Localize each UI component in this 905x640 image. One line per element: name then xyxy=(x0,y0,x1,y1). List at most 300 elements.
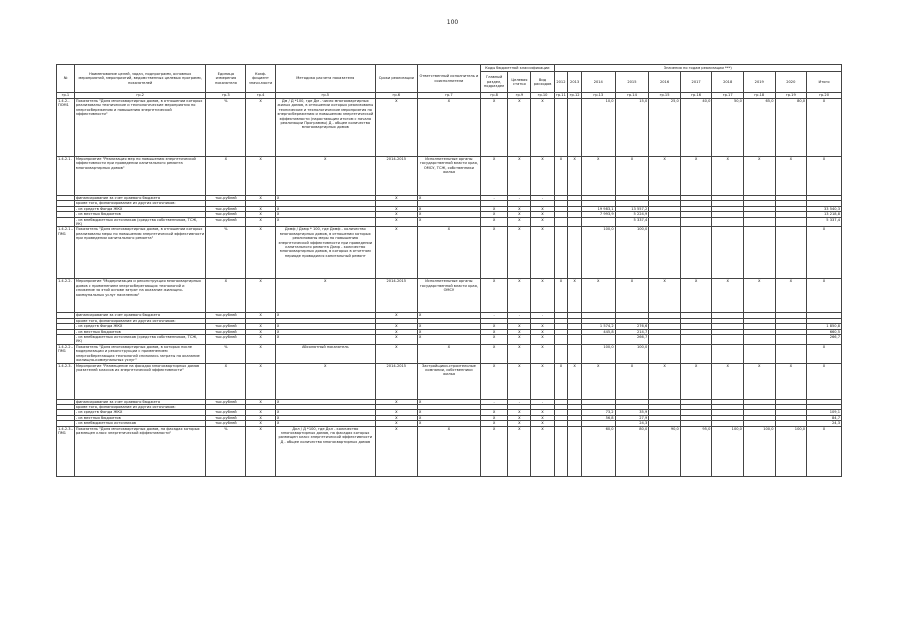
table-cell: X xyxy=(417,212,480,217)
table-cell xyxy=(680,227,712,279)
table-cell: X xyxy=(246,415,275,420)
table-cell: 73,2 xyxy=(581,410,615,415)
table-cell: X xyxy=(743,279,775,313)
table-cell: X xyxy=(615,363,649,399)
table-cell: 2014-2015 xyxy=(375,363,417,399)
table-cell: 100,0 xyxy=(743,426,775,476)
table-cell xyxy=(680,335,712,345)
financing-row xyxy=(57,217,842,227)
table-cell: X xyxy=(417,329,480,334)
table-cell: тыс.рублей xyxy=(206,335,246,345)
table-cell: X xyxy=(417,344,480,363)
table-cell: - из местных бюджетов xyxy=(74,415,206,420)
year-header-2013: 2013 xyxy=(568,72,582,93)
table-cell: X xyxy=(480,157,507,196)
table-cell: X xyxy=(680,363,712,399)
table-cell: 100,0 xyxy=(615,344,649,363)
table-cell: 100,0 xyxy=(712,426,744,476)
table-cell: 1.4.2.2.- ПМ1 xyxy=(57,344,75,363)
table-cell xyxy=(581,335,615,345)
table-cell: X xyxy=(375,99,417,157)
table-cell: X xyxy=(417,206,480,211)
table-cell: X xyxy=(417,313,480,318)
table-cell: Мероприятие "Размещение на фасадах многоквартирных домов указателей классов их энергетической эффективности" xyxy=(74,363,206,399)
table-cell: X xyxy=(581,363,615,399)
table-cell: X xyxy=(246,324,275,329)
table-cell: 445,8 xyxy=(581,329,615,334)
table-cell: X xyxy=(508,157,531,196)
table-cell: 2014-2015 xyxy=(375,279,417,313)
table-cell: 276,6 xyxy=(615,324,649,329)
colnum-cell: гр.10 xyxy=(531,93,554,99)
table-cell: X xyxy=(375,196,417,201)
year-header-2020: 2020 xyxy=(775,72,807,93)
table-cell xyxy=(554,344,568,363)
table-cell: X xyxy=(531,157,554,196)
table-cell: X xyxy=(275,399,375,404)
financing-row xyxy=(57,335,842,345)
table-cell: X xyxy=(775,363,807,399)
table-cell: X xyxy=(680,157,712,196)
table-cell: 7 993,9 xyxy=(581,212,615,217)
table-cell: X xyxy=(417,217,480,227)
table-cell: 90,0 xyxy=(649,426,681,476)
program-indicators-table xyxy=(56,64,842,477)
table-cell xyxy=(581,217,615,227)
table-cell xyxy=(775,335,807,345)
table-cell: X xyxy=(375,335,417,345)
code-kind-header: Вид расходов xyxy=(531,72,554,93)
table-cell: 1.4.2.3. xyxy=(57,363,75,399)
table-cell: X xyxy=(508,217,531,227)
table-cell: Мероприятие "Реализация мер по повышению энергетической эффективности при проведении капитального ремонта многоквартирных домов" xyxy=(74,157,206,196)
table-cell: - из местных бюджетов xyxy=(74,212,206,217)
table-cell: 24,3 xyxy=(807,421,842,426)
table-cell: X xyxy=(246,329,275,334)
table-cell: X xyxy=(275,212,375,217)
table-cell: X xyxy=(581,279,615,313)
table-cell: Показатель "Доля многоквартирных домов, в отношении которых реализованы меры по повышению энергетической эффективности при проведении капитального ремонта" xyxy=(74,227,206,279)
colnum-cell: гр.16 xyxy=(680,93,712,99)
table-cell: тыс.рублей xyxy=(206,415,246,420)
table-cell: 80,0 xyxy=(615,426,649,476)
table-cell: X xyxy=(508,415,531,420)
table-cell: 13 218,8 xyxy=(807,212,842,217)
colnum-cell: гр.18 xyxy=(743,93,775,99)
table-cell xyxy=(680,344,712,363)
col-resp-header: Ответственный исполнитель и соисполнители xyxy=(417,65,480,93)
table-cell: X xyxy=(480,206,507,211)
table-cell: Дм / Д *100, где Дм - число многоквартирных жилых домов, в отношении которых реализованы технические и технологические мероприятия по энергосбережению и повышению энергетической эффективности (нарастающим итогом с начала реализации Программы) Д - общее количество многоквартирных домов xyxy=(275,99,375,157)
table-cell: тыс.рублей xyxy=(206,313,246,318)
table-cell: X xyxy=(275,324,375,329)
table-cell: X xyxy=(531,363,554,399)
table-cell: X xyxy=(375,415,417,420)
table-cell: Дкл / Д *100, где Дкл - количество многоквартирных домов, на фасадах которых размещен класс энергетической эффективности Д - общее количество многоквартирных домов xyxy=(275,426,375,476)
table-cell: X xyxy=(508,335,531,345)
table-cell: X xyxy=(417,426,480,476)
table-cell: - xyxy=(508,313,531,318)
table-cell: X xyxy=(275,415,375,420)
table-cell: X xyxy=(275,206,375,211)
table-cell: X xyxy=(508,206,531,211)
indicator-row xyxy=(57,227,842,279)
colnum-cell: гр.9 xyxy=(508,93,531,99)
indicator-row xyxy=(57,344,842,363)
table-cell: X xyxy=(554,157,568,196)
table-cell xyxy=(775,217,807,227)
colnum-cell: гр.12 xyxy=(569,93,580,97)
table-cell xyxy=(743,344,775,363)
table-cell: - из средств Фонда ЖКХ xyxy=(74,324,206,329)
table-cell: X xyxy=(480,212,507,217)
table-cell: X xyxy=(246,344,275,363)
budget-codes-header: Коды бюджетной классификации xyxy=(480,65,554,72)
table-cell: - из внебюджетных источников xyxy=(74,421,206,426)
colnum-cell: гр.17 xyxy=(712,93,744,99)
colnum-cell: гр.13 xyxy=(581,93,615,99)
table-cell: X xyxy=(712,363,744,399)
table-cell: X xyxy=(275,217,375,227)
table-cell: X xyxy=(807,344,842,363)
table-cell: X xyxy=(531,217,554,227)
table-cell: 100,0 xyxy=(615,227,649,279)
table-cell: X xyxy=(417,410,480,415)
table-cell: X xyxy=(508,344,531,363)
table-cell: X xyxy=(375,399,417,404)
table-cell: X xyxy=(508,410,531,415)
table-cell: - из средств Фонда ЖКХ xyxy=(74,206,206,211)
table-cell: X xyxy=(246,421,275,426)
table-cell: X xyxy=(480,410,507,415)
table-cell: X xyxy=(531,206,554,211)
table-cell: кроме того, финансирование из других источников: xyxy=(74,404,206,409)
event-row xyxy=(57,279,842,313)
colnum-cell: гр.7 xyxy=(417,93,480,99)
table-cell: X xyxy=(680,279,712,313)
table-cell: X xyxy=(807,363,842,399)
code-main-header: Главный раздел, подраздел xyxy=(480,72,507,93)
code-target-header: Целевая статья xyxy=(508,72,531,93)
table-cell: кроме того, финансирование из других источников: xyxy=(74,201,206,206)
table-cell: X xyxy=(508,324,531,329)
table-cell: X xyxy=(480,421,507,426)
table-cell: X xyxy=(417,324,480,329)
table-cell: X xyxy=(743,157,775,196)
table-cell: X xyxy=(275,421,375,426)
table-cell: % xyxy=(206,344,246,363)
total-header: Итого xyxy=(807,72,842,93)
table-cell: X xyxy=(649,157,681,196)
col-coef-header: Коэф-фициент значи-мости xyxy=(246,65,275,93)
table-cell: X xyxy=(246,279,275,313)
table-cell: X xyxy=(712,279,744,313)
table-cell: X xyxy=(712,157,744,196)
table-cell: X xyxy=(375,421,417,426)
col-name-header: Наименование целей, задач, подпрограмм, основных мероприятий, мероприятий, ведомственных целевых программ, показателей xyxy=(74,65,206,93)
table-cell: тыс.рублей xyxy=(206,421,246,426)
table-cell: X xyxy=(417,421,480,426)
table-cell: X xyxy=(807,279,842,313)
table-cell: кроме того, финансирование из других источников: xyxy=(74,318,206,323)
table-cell: X xyxy=(275,329,375,334)
table-cell: X xyxy=(807,227,842,279)
table-cell xyxy=(649,217,681,227)
table-cell xyxy=(568,227,582,279)
table-cell: - xyxy=(480,399,507,404)
table-cell: X xyxy=(206,363,246,399)
table-cell: X xyxy=(508,426,531,476)
year-header-2012: 2012 xyxy=(554,72,568,93)
table-cell: - из внебюджетных источников (средства собственников, ТСЖ, УК) xyxy=(74,217,206,227)
header-row-1 xyxy=(57,65,842,72)
table-cell: Дэмф / Дкмр * 100, где Дэмф - количество многоквартирных домов, в отношении которых реализованы меры по повышению энергетической эффективности при проведении капитального ремонта Дкмр - количество многоквартирных домов, в которых в отчетном периоде проводился капитальный ремонт xyxy=(275,227,375,279)
table-cell: Исполнительные органы государственной власти края, ОМСУ xyxy=(417,279,480,313)
table-cell: X xyxy=(206,279,246,313)
table-cell: X xyxy=(480,99,507,157)
table-cell: X xyxy=(568,157,582,196)
table-cell: финансирование за счет краевого бюджета xyxy=(74,313,206,318)
table-cell: 266,7 xyxy=(615,335,649,345)
colnum-cell: гр.19 xyxy=(775,93,807,99)
table-cell: X xyxy=(508,99,531,157)
table-cell: X xyxy=(508,212,531,217)
table-cell: финансирование за счет краевого бюджета xyxy=(74,399,206,404)
table-cell: X xyxy=(554,279,568,313)
table-cell xyxy=(775,344,807,363)
table-cell xyxy=(554,99,568,157)
table-cell: X xyxy=(807,157,842,196)
table-cell: X xyxy=(480,363,507,399)
table-cell: X xyxy=(508,363,531,399)
table-cell xyxy=(743,335,775,345)
table-cell: тыс.рублей xyxy=(206,410,246,415)
table-cell: X xyxy=(246,206,275,211)
table-cell: 100,0 xyxy=(581,227,615,279)
table-cell: X xyxy=(508,279,531,313)
table-cell: X xyxy=(615,279,649,313)
table-cell xyxy=(743,217,775,227)
table-cell: 80,0 xyxy=(775,99,807,157)
table-cell: Абсолютный показатель xyxy=(275,344,375,363)
colnum-cell: гр.11 xyxy=(556,93,566,97)
table-cell xyxy=(680,217,712,227)
table-cell: X xyxy=(275,363,375,399)
table-cell: - из местных бюджетов xyxy=(74,329,206,334)
table-cell: 1.4.2.1.- ПМ1 xyxy=(57,227,75,279)
table-cell xyxy=(568,426,582,476)
table-cell xyxy=(712,217,744,227)
table-cell xyxy=(568,217,582,227)
table-cell: X xyxy=(743,363,775,399)
year-header-2017: 2017 xyxy=(680,72,712,93)
table-cell: тыс.рублей xyxy=(206,206,246,211)
colnum-cell: гр.5 xyxy=(275,93,375,99)
table-cell: Показатель "Доля многоквартирных домов, в отношении которых реализованы технические и технологические мероприятия по энергосбережению и повышению энергетической эффективности" xyxy=(74,99,206,157)
table-cell: 27,9 xyxy=(615,415,649,420)
table-cell: 1.4.2.1. xyxy=(57,157,75,196)
table-cell: X xyxy=(246,426,275,476)
table-cell: 60,0 xyxy=(581,426,615,476)
table-cell: X xyxy=(417,415,480,420)
table-cell: 25,0 xyxy=(649,99,681,157)
table-cell: X xyxy=(246,196,275,201)
table-cell: X xyxy=(375,426,417,476)
event-row xyxy=(57,363,842,399)
table-cell: X xyxy=(480,279,507,313)
col-unit-header: Единица измерения показателя xyxy=(206,65,246,93)
table-cell: тыс.рублей xyxy=(206,329,246,334)
colnum-cell: гр.3 xyxy=(206,93,246,99)
table-cell: 35,9 xyxy=(615,410,649,415)
table-cell: тыс.рублей xyxy=(206,196,246,201)
table-cell: тыс.рублей xyxy=(206,399,246,404)
table-cell: X xyxy=(531,421,554,426)
year-header-2014: 2014 xyxy=(581,72,615,93)
table-cell: Показатель "Доля многоквартирных домов, в которых после модернизации и реконструкции с применением энергосберегающих технологий снизились затраты на оказание жилищно-коммунальных услуг" xyxy=(74,344,206,363)
table-cell: 100,0 xyxy=(581,344,615,363)
table-cell: X xyxy=(508,227,531,279)
table-cell: X xyxy=(417,196,480,201)
table-cell: 1 574,2 xyxy=(581,324,615,329)
table-cell: 50,0 xyxy=(712,99,744,157)
table-cell: Застройщики-строительные компании, собственники жилья xyxy=(417,363,480,399)
yearly-values-header: Значения по годам реализации ***) xyxy=(554,65,841,72)
table-cell xyxy=(712,335,744,345)
table-cell: X xyxy=(531,329,554,334)
year-header-2016: 2016 xyxy=(649,72,681,93)
table-cell: X xyxy=(480,344,507,363)
table-cell: - xyxy=(508,399,531,404)
table-cell: X xyxy=(246,217,275,227)
table-cell xyxy=(743,227,775,279)
table-cell: X xyxy=(275,279,375,313)
table-cell: Мероприятие "Модернизация и реконструкция многоквартирных домов с применением энергосберегающих технологий и снижение за этой основе затрат на оказание жилищно-коммунальных услуг населению" xyxy=(74,279,206,313)
table-cell: X xyxy=(275,313,375,318)
table-cell: X xyxy=(775,157,807,196)
table-cell: 65,0 xyxy=(743,99,775,157)
table-cell: Исполнительные органы государственной власти края, ОМСУ, ТСЖ, собственники жилья xyxy=(417,157,480,196)
table-cell: X xyxy=(375,217,417,227)
table-cell: 15,0 xyxy=(615,99,649,157)
table-cell xyxy=(649,227,681,279)
colnum-cell: гр.4 xyxy=(246,93,275,99)
table-cell: X xyxy=(531,99,554,157)
table-cell: X xyxy=(568,279,582,313)
table-cell: X xyxy=(417,399,480,404)
table-cell: X xyxy=(531,426,554,476)
table-cell: - xyxy=(531,313,554,318)
year-header-2015: 2015 xyxy=(615,72,649,93)
table-cell: 40,0 xyxy=(680,99,712,157)
table-cell: X xyxy=(246,99,275,157)
table-cell: X xyxy=(246,410,275,415)
table-cell xyxy=(554,426,568,476)
table-cell xyxy=(554,217,568,227)
table-cell: X xyxy=(508,421,531,426)
table-cell: - xyxy=(480,196,507,201)
table-cell: 24,3 xyxy=(615,421,649,426)
table-cell: - xyxy=(531,399,554,404)
table-cell: X xyxy=(275,157,375,196)
table-cell: 109,1 xyxy=(807,410,842,415)
table-cell: X xyxy=(531,227,554,279)
table-cell xyxy=(712,344,744,363)
table-cell: X xyxy=(480,324,507,329)
table-cell: X xyxy=(480,335,507,345)
table-cell: X xyxy=(531,324,554,329)
table-cell: X xyxy=(375,313,417,318)
table-cell: X xyxy=(417,335,480,345)
page-number: 100 xyxy=(446,19,459,26)
table-cell: X xyxy=(246,157,275,196)
table-cell: % xyxy=(206,227,246,279)
colnum-cell: гр.6 xyxy=(375,93,417,99)
table-cell: X xyxy=(275,335,375,345)
table-cell: 266,7 xyxy=(807,335,842,345)
table-cell: 1.4.2.3.- ПМ1 xyxy=(57,426,75,476)
colnum-cell: гр.8 xyxy=(480,93,507,99)
table-cell: финансирование за счет краевого бюджета xyxy=(74,196,206,201)
table-cell xyxy=(568,344,582,363)
table-cell xyxy=(568,99,582,157)
table-cell: % xyxy=(206,426,246,476)
indicator-row xyxy=(57,99,842,157)
table-cell: X xyxy=(246,363,275,399)
table-cell: X xyxy=(275,196,375,201)
table-cell: X xyxy=(480,217,507,227)
colnum-cell: гр.1 xyxy=(57,93,75,99)
table-cell: X xyxy=(649,363,681,399)
table-cell: 660,5 xyxy=(807,329,842,334)
table-cell: X xyxy=(246,399,275,404)
col-num-header: № xyxy=(57,65,75,93)
table-cell: X xyxy=(531,415,554,420)
table-cell: X xyxy=(375,410,417,415)
table-cell xyxy=(57,335,75,345)
table-cell xyxy=(554,335,568,345)
table-cell: X xyxy=(480,329,507,334)
table-cell: X xyxy=(275,410,375,415)
table-cell: X xyxy=(246,313,275,318)
table-cell: X xyxy=(508,329,531,334)
table-cell: тыс.рублей xyxy=(206,324,246,329)
table-cell: 214,7 xyxy=(615,329,649,334)
table-cell: тыс.рублей xyxy=(206,217,246,227)
table-cell: 19 983,1 xyxy=(581,206,615,211)
table-cell: - xyxy=(508,196,531,201)
table-cell: X xyxy=(531,212,554,217)
table-cell: 1.4.2.2. xyxy=(57,279,75,313)
table-cell: X xyxy=(807,99,842,157)
table-cell: тыс.рублей xyxy=(206,212,246,217)
table-cell xyxy=(57,217,75,227)
table-cell: X xyxy=(375,329,417,334)
table-cell: 5 224,9 xyxy=(615,212,649,217)
table-cell xyxy=(649,335,681,345)
table-cell: X xyxy=(375,324,417,329)
table-cell: 1 850,8 xyxy=(807,324,842,329)
table-cell: X xyxy=(554,363,568,399)
table-cell: - xyxy=(531,196,554,201)
table-cell: 1.4.2.- ПОМ1 xyxy=(57,99,75,157)
table-cell: X xyxy=(480,415,507,420)
table-cell: X xyxy=(775,279,807,313)
table-cell: X xyxy=(206,157,246,196)
table-cell: 5 337,4 xyxy=(615,217,649,227)
table-cell: - xyxy=(480,313,507,318)
table-cell xyxy=(568,335,582,345)
